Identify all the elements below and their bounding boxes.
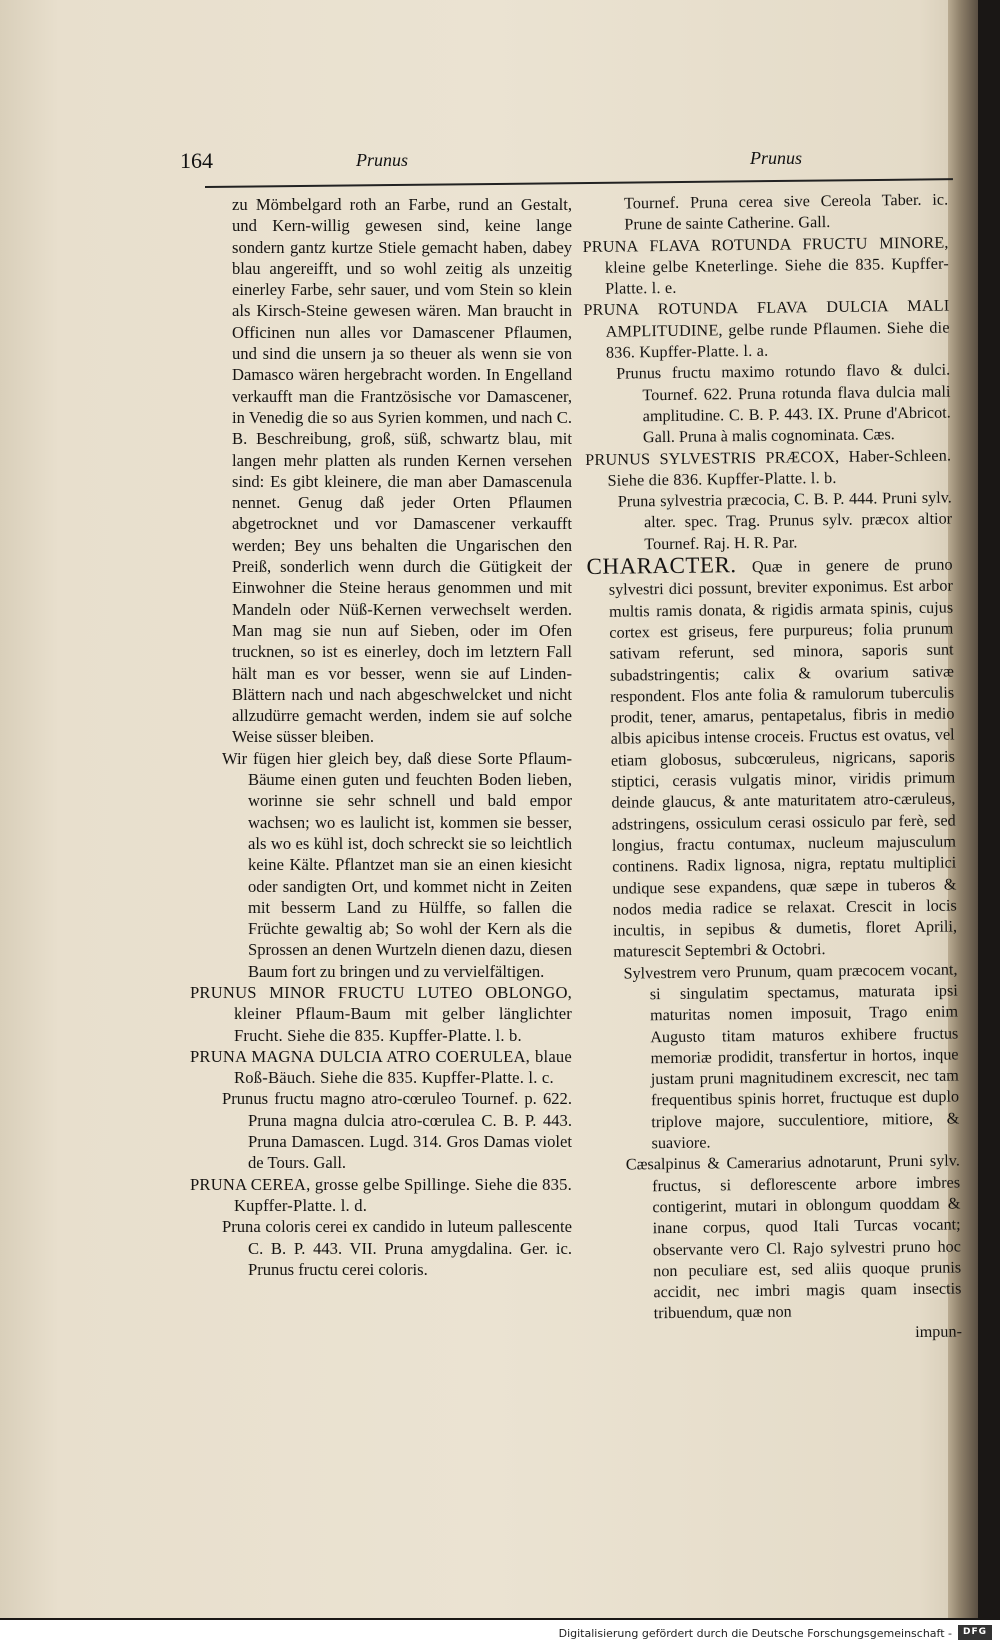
paragraph-text: Tournef. Pruna cerea sive Cereola Taber. ic. Prune de sainte Catherine. Gall. (624, 190, 949, 234)
paragraph (594, 1151, 962, 1326)
paragraph-text: Pruna sylvestria præcocia, C. B. P. 444. Pruni sylv. alter. spec. Trag. Prunus sylv. præcox altior Tournef. Raj. H. R. Par. (617, 488, 953, 554)
section-heading: CHARACTER. (586, 552, 737, 580)
paragraph (190, 1046, 572, 1089)
paragraph (190, 194, 572, 748)
paragraph (582, 190, 948, 237)
paragraph (583, 296, 950, 364)
paragraph-text: Wir fügen hier gleich bey, daß diese Sorte Pflaum-Bäume einen guten und feuchten Boden lieben, worinne sie sehr schnell und bald empor wachsen; wo es laulicht ist, kommen sie besser, als wo es kühl ist, doch schreckt sie so leichtlich keine Kälte. Pflantzet man sie an einen kiesicht oder sandigten Ort, und kommet nicht in Zeiten mit besserm Land zu Hülffe, so fallen die Früchte gewaltig ab; So wohl der Kern als die Sprossen an denen Wurtzeln dienen dazu, diesen Baum fort zu bringen und zu vervielfältigen. (222, 748, 572, 981)
page-number: 164 (180, 148, 213, 173)
paragraph-text: PRUNUS SYLVESTRIS PRÆCOX, Haber-Schleen. Siehe die 836. Kupffer-Platte. l. b. (585, 446, 952, 490)
running-head-right: Prunus (750, 148, 803, 168)
paragraph (586, 488, 953, 556)
paragraph (596, 1321, 962, 1347)
paragraph (586, 552, 957, 964)
paragraph (190, 1216, 572, 1280)
paragraph (190, 1174, 572, 1217)
running-head-left: Prunus (356, 150, 409, 170)
paragraph (190, 748, 572, 982)
paragraph (584, 360, 951, 450)
paragraph (190, 982, 572, 1046)
paragraph-text: Cæsalpinus & Camerarius adnotarunt, Pruni sylv. fructus, si deflorescente arbore imbres contigerint, mutari in oblongum quoddam & inane corpus, quod Itali Turcas vocant; observante vero Cl. Rajo sylvestri pruno hoc non peculiare est, sed aliis quoque prunis accidit, nec imbri magis quam insectis tribuendum, quæ non (625, 1151, 962, 1323)
digitization-footer (0, 1620, 1000, 1646)
paragraph-text: Prunus fructu maximo rotundo flavo & dulci. Tournef. 622. Pruna rotunda flava dulcia mali amplitudine. C. B. P. 443. IX. Prune d'Abricot. Gall. Pruna à malis cognominata. Cæs. (616, 360, 951, 447)
paragraph-text: PRUNA FLAVA ROTUNDA FRUCTU MINORE, kleine gelbe Kneterlinge. Siehe die 835. Kupffer-Platte. l. e. (582, 233, 949, 298)
paragraph (190, 1088, 572, 1173)
paragraph (585, 445, 951, 492)
paragraph-text: PRUNA MAGNA DULCIA ATRO COERULEA, blaue Roß-Bäuch. Siehe die 835. Kupffer-Platte. l. c. (190, 1046, 572, 1088)
paragraph-text: PRUNUS MINOR FRUCTU LUTEO OBLONGO, kleiner Pflaum-Baum mit gelber länglichter Frucht. Siehe die 835. Kupffer-Platte. l. b. (190, 982, 572, 1045)
paragraph-text: Prunus fructu magno atro-cœruleo Tournef. p. 622. Pruna magna dulcia atro-cœrulea C. B. P. 443. Pruna Damascen. Lugd. 314. Gros Damas violet de Tours. Gall. (222, 1089, 572, 1173)
dfg-logo: DFG (958, 1625, 992, 1640)
paragraph-text: Sylvestrem vero Prunum, quam præcocem vocant, si singulatim spectamus, maturata ipsi maturitas nomen imposuit, Trago enim Augusto titam maturos exhibere fructus memoriæ prodidit, transfertur in hortos, inque justam pruni magnitudinem excrescit, nec tam frequentibus spinis horret, fructuque est duplo triplove majore, succulentiore, mitiore, & suaviore. (623, 960, 960, 1153)
paragraph (591, 959, 959, 1155)
left-column (190, 194, 572, 1280)
paragraph-text: impun- (915, 1322, 963, 1341)
paragraph-text: PRUNA CEREA, grosse gelbe Spillinge. Siehe die 835. Kupffer-Platte. l. d. (190, 1174, 572, 1215)
right-column (582, 190, 962, 1347)
paragraph-text: Quæ in genere de pruno sylvestri dici possunt, breviter exponimus. Est arbor multis ramis donata, & rigidis armata spinis, cujus cortex est griseus, fere purpureus; folia prunum sativam referunt, sed minora, saporis sunt subadstringentis; calix & ovarium sativæ respondent. Flos ante folia & ramulorum tuberculis prodit, tener, amarus, pentapetalus, fibris in medio albis apicibus intense croceis. Fructus est ovatus, vel etiam globosus, subcœruleus, nigricans, saporis stiptici, cerasis vulgatis minor, viridis primum deinde glaucus, & ante maturitatem atro-cæruleus, adstringens, ossiculum cerasi ossiculo par ferè, sed longius, fractu contumax, nucleum majusculum continens. Radix lignosa, nigra, reptatu multiplici undique sese expandens, quæ sæpe in tuberos & nodos media radice se relaxat. Crescit in locis incultis, in sepibus & dumetis, floret Aprili, maturescit Septembri & Octobri. (608, 555, 958, 962)
paragraph-text: PRUNA ROTUNDA FLAVA DULCIA MALI AMPLITUDINE, gelbe runde Pflaumen. Siehe die 836. Kupffer-Platte. l. a. (583, 297, 950, 362)
footer-credit: Digitalisierung gefördert durch die Deutsche Forschungsgemeinschaft - (558, 1627, 952, 1640)
paragraph-text: Pruna coloris cerei ex candido in luteum pallescente C. B. P. 443. VII. Pruna amygdalina. Ger. ic. Prunus fructu cerei coloris. (222, 1217, 572, 1279)
paragraph (583, 232, 950, 300)
paragraph-text: zu Mömbelgard roth an Farbe, rund an Gestalt, und Kern-willig gewesen sind, keine lange sondern gantz kurtze Stiele gemacht haben, dabey blau angereifft, und so wohl zeitig als unzeitig einerley Farbe, sehr sauer, und vom Stein so klein als Kirsch-Steine gewesen wären. Man braucht in Officinen nun alles vor Damascener Pflaumen, und sind die unsern ja so theuer als wenn sie von Damasco wären hergebracht worden. In Engelland verkaufft man die Frantzösische vor Damascener, in Venedig die so aus Syrien kommen, und nach C. B. Beschreibung, groß, süß, schwartz blau, mit langen mehr platten als runden Kernen versehen sind: Es gibt kleinere, die man aber Damascenula nennet. Genug daß jeder Orten Pflaumen abgetrocknet und vor Damascener verkaufft werden; Bey uns behalten die Ungarischen den Preiß, sonderlich wenn durch die Gütigkeit der Einwohner die Steine heraus genommen und mit Mandeln oder Nüß-Kernen verwechselt werden. Man mag sie nun auf Sieben, oder im Ofen trucknen, so ist es einerley, doch im letztern Fall hält man es vor besser, wenn sie auf Linden-Blättern nach und nach abgeschwelcket und nicht allzudürre gemacht werden, indem sie auf solche Weise süsser bleiben. (232, 195, 572, 747)
